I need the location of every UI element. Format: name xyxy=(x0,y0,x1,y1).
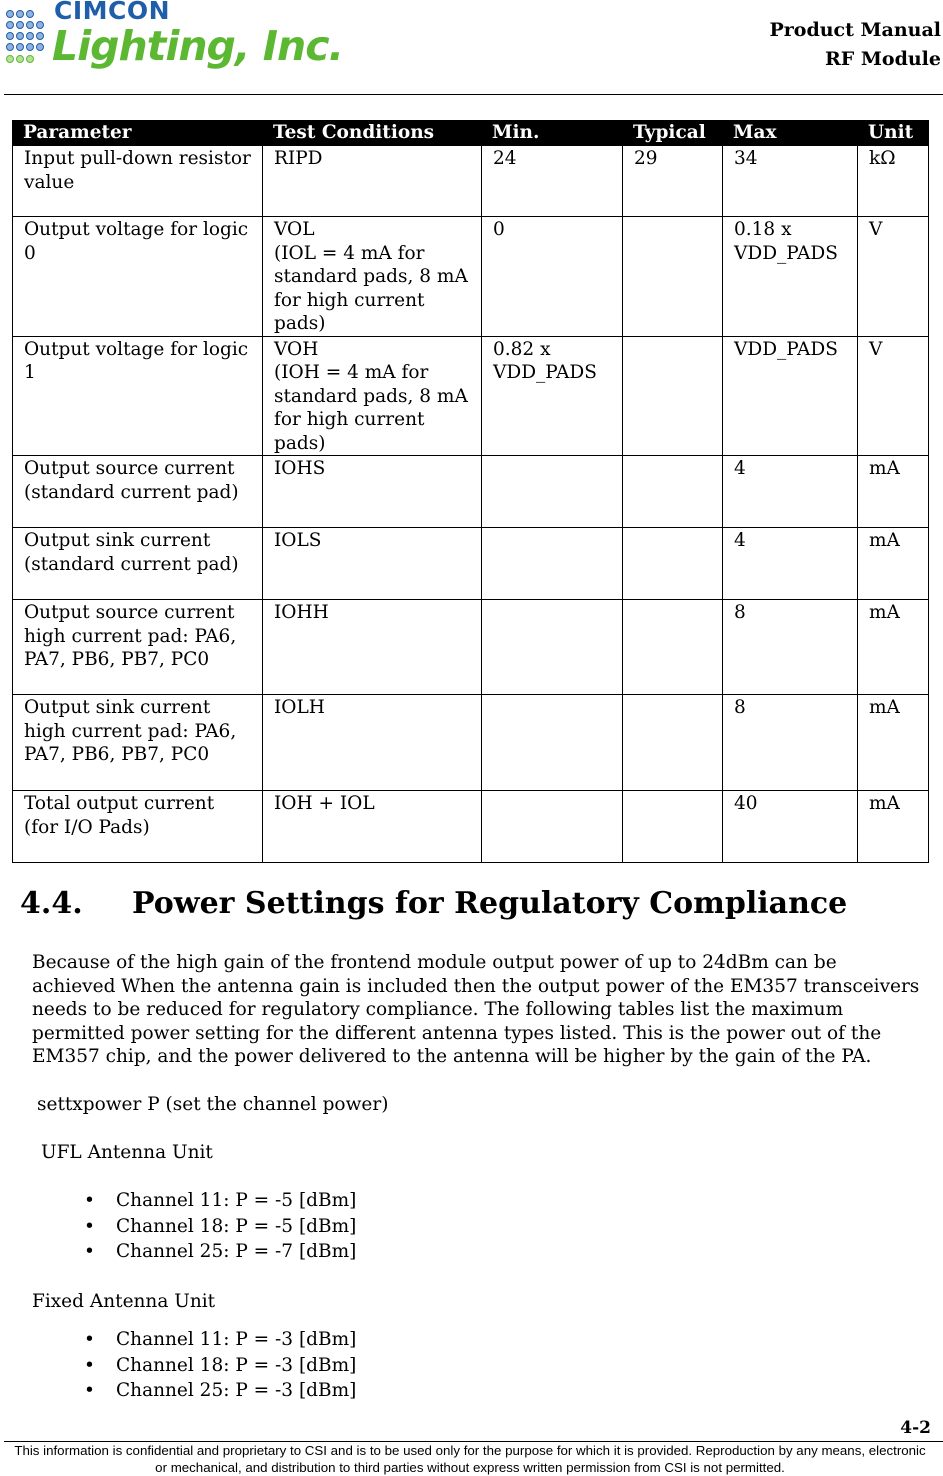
condition-detail: (IOH = 4 mA for standard pads, 8 mA for high current pads) xyxy=(274,362,468,454)
logo-lighting-text: Lighting, Inc. xyxy=(52,22,344,70)
cell-typical xyxy=(623,336,723,456)
section-heading xyxy=(20,886,847,921)
col-header-parameter: Parameter xyxy=(13,121,263,146)
cell-max: 4 xyxy=(723,528,858,600)
col-header-typical: Typical xyxy=(623,121,723,146)
cell-conditions xyxy=(263,791,482,863)
cell-unit: mA xyxy=(858,456,929,528)
cell-unit: kΩ xyxy=(858,146,929,217)
cell-parameter: Output sink current (standard current pad) xyxy=(13,528,263,600)
section-paragraph: Because of the high gain of the frontend module output power of up to 24dBm can be achieved When the antenna gain is included then the output power of the EM357 transceivers needs to be reduced for regulatory compliance. The following tables list the maximum permitted power setting for the different antenna types listed. This is the power out of the EM357 chip, and the power delivered to the antenna will be higher by the gain of the PA. xyxy=(32,952,920,1068)
page-number: 4-2 xyxy=(900,1418,931,1438)
cell-typical xyxy=(623,791,723,863)
doc-subtitle: RF Module xyxy=(824,48,941,70)
cell-parameter: Output voltage for logic 0 xyxy=(13,217,263,337)
table-row xyxy=(13,336,929,456)
list-item-text: Channel 25: P = -7 [dBm] xyxy=(116,1241,357,1263)
cell-min xyxy=(482,528,623,600)
confidentiality-notice: This information is confidential and proprietary to CSI and is to be used only for the purpose for which it is provided. Reproduction by any means, electronic or mechanical, and distribution to third parties without express written permission from CSI is not permitted. xyxy=(14,1443,926,1475)
col-header-unit: Unit xyxy=(858,121,929,146)
list-item xyxy=(0,1214,356,1240)
list-item xyxy=(0,1353,356,1379)
cell-unit: mA xyxy=(858,791,929,863)
table-row xyxy=(13,695,929,791)
header-divider xyxy=(4,94,943,95)
condition-symbol: IOH + IOL xyxy=(274,793,375,814)
cell-parameter: Output sink current high current pad: PA6, PA7, PB6, PB7, PC0 xyxy=(13,695,263,791)
cell-parameter: Total output current (for I/O Pads) xyxy=(13,791,263,863)
bullet-icon: • xyxy=(84,1215,95,1237)
cell-typical xyxy=(623,600,723,695)
cell-typical xyxy=(623,695,723,791)
cell-min xyxy=(482,791,623,863)
cell-typical xyxy=(623,528,723,600)
cell-conditions xyxy=(263,336,482,456)
list-item-text: Channel 25: P = -3 [dBm] xyxy=(116,1380,357,1402)
list-item-text: Channel 11: P = -3 [dBm] xyxy=(116,1329,357,1350)
table-row xyxy=(13,456,929,528)
list-item-text: Channel 11: P = -5 [dBm] xyxy=(116,1190,357,1211)
company-logo xyxy=(4,0,344,78)
section-number: 4.4. xyxy=(20,886,83,921)
section-title: Power Settings for Regulatory Compliance xyxy=(132,886,848,921)
condition-symbol: IOHS xyxy=(274,458,326,479)
cell-min xyxy=(482,456,623,528)
table-row xyxy=(13,600,929,695)
condition-detail: (IOL = 4 mA for standard pads, 8 mA for high current pads) xyxy=(274,242,468,334)
cell-max: 0.18 x VDD_PADS xyxy=(723,217,858,337)
table-row xyxy=(13,528,929,600)
cell-unit: mA xyxy=(858,528,929,600)
cell-conditions xyxy=(263,217,482,337)
table-row xyxy=(13,217,929,337)
bullet-icon: • xyxy=(84,1329,95,1350)
cell-unit: V xyxy=(858,336,929,456)
cell-typical xyxy=(623,456,723,528)
condition-symbol: IOLH xyxy=(274,697,325,718)
list-item xyxy=(0,1239,356,1265)
electrical-spec-table xyxy=(12,120,929,863)
cell-conditions xyxy=(263,456,482,528)
logo-dots-icon xyxy=(4,6,52,68)
fixed-channel-list xyxy=(0,1327,356,1404)
cell-conditions xyxy=(263,146,482,217)
fixed-antenna-heading: Fixed Antenna Unit xyxy=(32,1291,216,1312)
logo-cimcon-text: CIMCON xyxy=(54,0,171,25)
cell-typical: 29 xyxy=(623,146,723,217)
cell-parameter: Output source current (standard current pad) xyxy=(13,456,263,528)
cell-parameter: Output source current high current pad: PA6, PA7, PB6, PB7, PC0 xyxy=(13,600,263,695)
table-header-row xyxy=(13,121,929,146)
list-item-text: Channel 18: P = -3 [dBm] xyxy=(116,1354,357,1376)
list-item xyxy=(0,1378,356,1404)
cell-unit: mA xyxy=(858,600,929,695)
condition-symbol: IOHH xyxy=(274,602,329,623)
condition-symbol: VOH xyxy=(274,338,319,360)
list-item-text: Channel 18: P = -5 [dBm] xyxy=(116,1215,357,1237)
cell-min: 0.82 x VDD_PADS xyxy=(482,336,623,456)
document-header xyxy=(769,16,941,74)
cell-conditions xyxy=(263,695,482,791)
condition-symbol: RIPD xyxy=(274,148,323,169)
ufl-channel-list xyxy=(0,1188,356,1265)
ufl-antenna-heading: UFL Antenna Unit xyxy=(41,1142,213,1163)
condition-symbol: IOLS xyxy=(274,530,322,551)
cell-conditions xyxy=(263,600,482,695)
bullet-icon: • xyxy=(84,1380,95,1402)
condition-symbol: VOL xyxy=(274,219,315,240)
cell-parameter: Output voltage for logic 1 xyxy=(13,336,263,456)
cell-max: 40 xyxy=(723,791,858,863)
doc-title: Product Manual xyxy=(769,19,941,41)
cell-unit: V xyxy=(858,217,929,337)
col-header-max: Max xyxy=(723,121,858,146)
table-row xyxy=(13,791,929,863)
table-row xyxy=(13,146,929,217)
cell-max: 34 xyxy=(723,146,858,217)
cell-max: 4 xyxy=(723,456,858,528)
bullet-icon: • xyxy=(84,1241,95,1263)
cell-typical xyxy=(623,217,723,337)
cell-min xyxy=(482,695,623,791)
command-line: settxpower P (set the channel power) xyxy=(37,1094,389,1115)
cell-max: 8 xyxy=(723,600,858,695)
list-item xyxy=(0,1327,356,1353)
cell-max: 8 xyxy=(723,695,858,791)
cell-min: 0 xyxy=(482,217,623,337)
bullet-icon: • xyxy=(84,1190,95,1211)
col-header-test-conditions: Test Conditions xyxy=(263,121,482,146)
bullet-icon: • xyxy=(84,1354,95,1376)
col-header-min: Min. xyxy=(482,121,623,146)
list-item xyxy=(0,1188,356,1214)
cell-min xyxy=(482,600,623,695)
cell-conditions xyxy=(263,528,482,600)
cell-unit: mA xyxy=(858,695,929,791)
cell-min: 24 xyxy=(482,146,623,217)
cell-parameter: Input pull-down resistor value xyxy=(13,146,263,217)
cell-max: VDD_PADS xyxy=(723,336,858,456)
